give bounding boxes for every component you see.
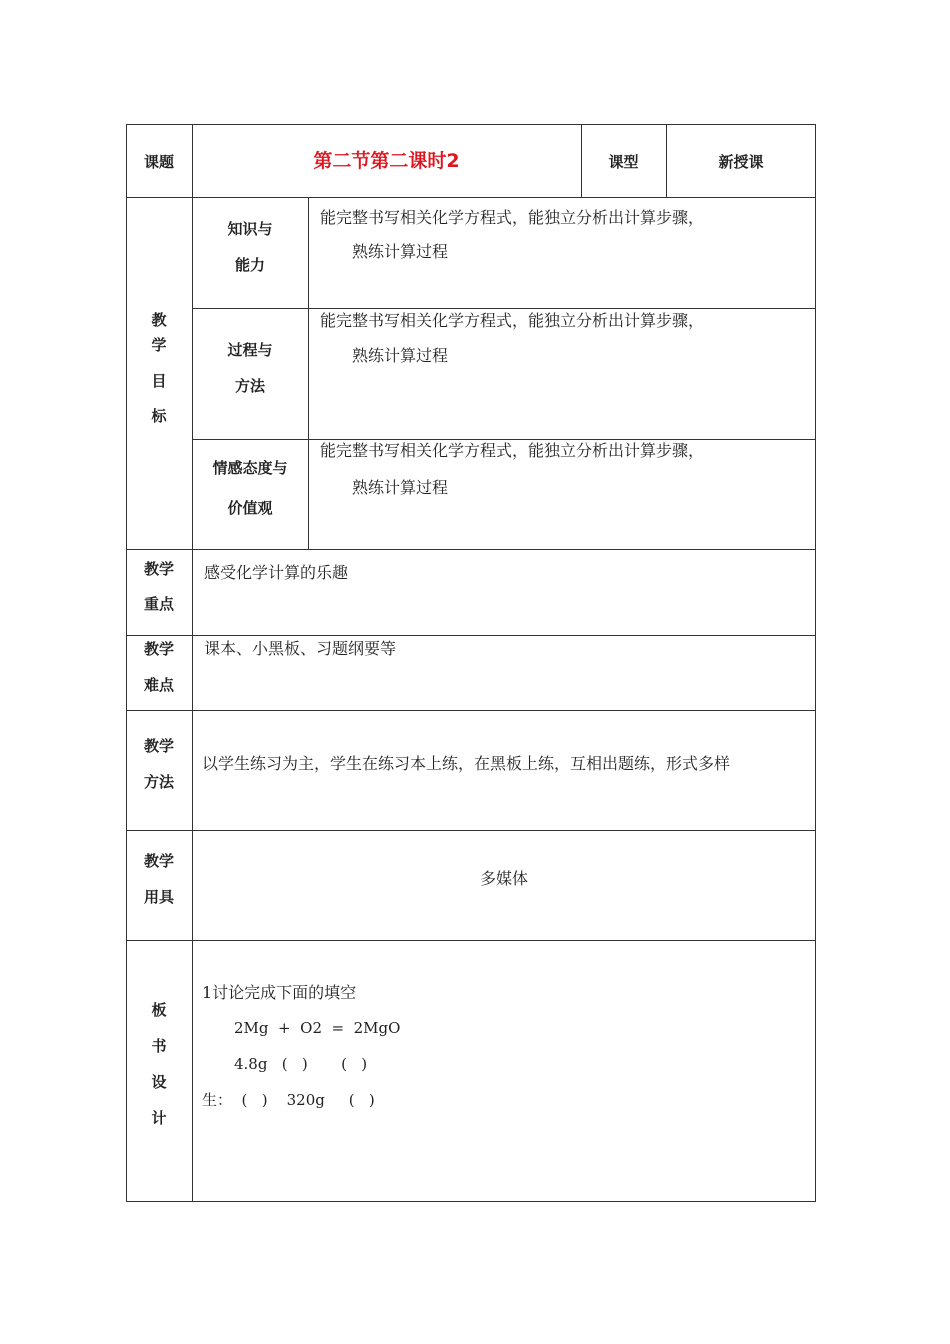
difficulties-label: 教学: [143, 640, 174, 658]
difficulties-label: 难点: [143, 676, 174, 694]
key-points-text: 感受化学计算的乐趣: [204, 563, 349, 582]
objective-text: 能完整书写相关化学方程式，能独立分析出计算步骤，: [320, 208, 705, 227]
row-divider: [126, 197, 816, 198]
board-line: 1讨论完成下面的填空: [202, 983, 357, 1002]
row-divider: [192, 439, 816, 440]
table-border-bottom: [126, 1201, 816, 1202]
methods-text: 以学生练习为主，学生在练习本上练，在黑板上练，互相出题练，形式多样: [202, 754, 731, 773]
objective-text: 能完整书写相关化学方程式，能独立分析出计算步骤，: [320, 311, 705, 330]
board-line: 4.8g ( ) ( ): [234, 1055, 368, 1073]
objective-name: 能力: [234, 256, 265, 274]
key-points-label: 重点: [143, 595, 174, 613]
objective-text: 熟练计算过程: [352, 242, 449, 261]
board-label-char: 设: [151, 1073, 167, 1091]
tools-label: 用具: [143, 888, 174, 906]
objective-text: 能完整书写相关化学方程式，能独立分析出计算步骤，: [320, 441, 705, 460]
type-label: 课型: [608, 153, 639, 171]
row-divider: [126, 940, 816, 941]
table-border-top: [126, 124, 816, 125]
board-label-char: 板: [151, 1001, 167, 1019]
objective-text: 熟练计算过程: [352, 478, 449, 497]
row-divider: [126, 830, 816, 831]
objectives-label-char: 教: [151, 311, 167, 329]
row-divider: [192, 308, 816, 309]
board-label-char: 书: [151, 1037, 167, 1055]
row-divider: [126, 710, 816, 711]
objective-name: 情感态度与: [212, 459, 288, 477]
column-divider: [192, 124, 193, 1202]
key-points-label: 教学: [143, 560, 174, 578]
objectives-label-char: 目: [151, 372, 167, 390]
objective-name: 知识与: [227, 220, 273, 238]
methods-label: 教学: [143, 737, 174, 755]
objective-text: 熟练计算过程: [352, 346, 449, 365]
objectives-label-char: 标: [151, 407, 167, 425]
board-label-char: 计: [151, 1109, 167, 1127]
page-title: 第二节第二课时2: [313, 150, 460, 172]
type-value: 新授课: [718, 153, 764, 171]
objective-name: 方法: [234, 377, 265, 395]
difficulties-text: 课本、小黑板、习题纲要等: [204, 639, 397, 658]
board-line: 生： ( ) 320g ( ): [202, 1091, 375, 1109]
topic-label: 课题: [143, 153, 174, 171]
tools-label: 教学: [143, 852, 174, 870]
row-divider: [126, 635, 816, 636]
objective-name: 价值观: [227, 499, 273, 517]
tools-text: 多媒体: [479, 869, 528, 888]
table-border-right: [815, 124, 816, 1202]
objectives-label-char: 学: [151, 336, 167, 354]
board-equation: 2Mg + O2 = 2MgO: [234, 1019, 401, 1037]
objective-name: 过程与: [227, 341, 273, 359]
objectives-divider: [308, 197, 309, 549]
methods-label: 方法: [143, 773, 174, 791]
lesson-plan-table: [126, 124, 816, 1202]
row-divider: [126, 549, 816, 550]
